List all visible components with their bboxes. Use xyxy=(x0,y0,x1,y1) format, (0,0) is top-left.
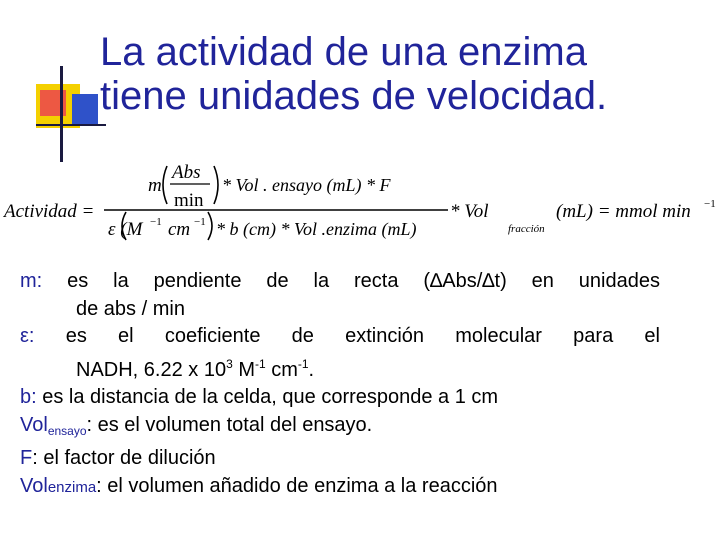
def-epsilon-exp-2: -1 xyxy=(254,356,266,371)
def-epsilon-text-2b: M xyxy=(232,358,255,381)
def-epsilon-key: ε: xyxy=(20,325,35,347)
def-vol-key: Vol xyxy=(20,413,48,436)
formula-numerator-rest: * Vol . ensayo (mL) * F xyxy=(222,175,391,195)
paren-right-den xyxy=(208,212,212,240)
formula-vol: * Vol xyxy=(450,201,489,222)
formula-svg xyxy=(0,160,720,250)
def-b-key: b: xyxy=(20,386,37,408)
def-f-text: : el factor de dilución xyxy=(32,447,216,469)
def-m-text-2: de abs / min xyxy=(76,297,185,320)
formula-fraccion: fracción xyxy=(508,223,545,235)
def-epsilon-text-2d: . xyxy=(308,358,315,381)
formula-result: (mL) = mmol min xyxy=(556,201,691,222)
result-exp: −1 xyxy=(704,198,716,210)
den-exp-2: −1 xyxy=(194,216,206,228)
def-b-text: es la distancia de la celda, que corresponde a 1 cm xyxy=(42,386,499,408)
decor-vertical-line xyxy=(60,66,63,162)
title-line-2: tiene unidades de velocidad. xyxy=(100,74,608,118)
formula-den-cm: cm xyxy=(168,219,191,240)
formula-m: m xyxy=(148,175,162,196)
def-m-text-1: es la pendiente de la recta (∆Abs/∆t) en unidades xyxy=(67,270,660,292)
def-epsilon-text-1: es el coeficiente de extinción molecular para el xyxy=(65,325,660,347)
def-vol-ensayo xyxy=(20,412,660,446)
def-f-key: F xyxy=(20,447,33,469)
decor-blue-square xyxy=(72,94,98,126)
decor-horizontal-line xyxy=(36,124,106,126)
def-vol-sub: ensayo xyxy=(47,423,87,438)
def-epsilon xyxy=(20,323,660,384)
definitions-list xyxy=(20,268,660,501)
slide-title xyxy=(100,30,710,118)
def-epsilon-exp-1: 3 xyxy=(226,356,233,371)
def-volenz-sub: enzima xyxy=(47,478,97,496)
formula-den-eps: ε (M xyxy=(108,219,143,240)
paren-left-abs xyxy=(163,166,167,204)
def-m-key: m: xyxy=(20,270,43,292)
def-f xyxy=(20,445,660,473)
def-volenz-text: : el volumen añadido de enzima a la reacción xyxy=(96,474,498,497)
activity-formula xyxy=(0,160,720,250)
formula-lhs: Actividad = xyxy=(4,201,95,222)
formula-abs: Abs xyxy=(172,162,201,183)
def-epsilon-exp-3: -1 xyxy=(297,356,309,371)
def-vol-text: : es el volumen total del ensayo. xyxy=(86,413,373,436)
den-exp-1: −1 xyxy=(150,216,162,228)
def-m xyxy=(20,268,660,323)
formula-min: min xyxy=(174,190,204,211)
paren-right-abs xyxy=(214,166,218,204)
def-vol-enzima xyxy=(20,473,660,502)
def-epsilon-text-2a: NADH, 6.22 x 10 xyxy=(76,358,227,381)
def-b xyxy=(20,384,660,412)
title-line-1: La actividad de una enzima xyxy=(100,30,587,74)
formula-den-rest: * b (cm) * Vol .enzima (mL) xyxy=(216,219,417,239)
def-volenz-key: Vol xyxy=(20,474,48,497)
def-epsilon-text-2c: cm xyxy=(265,358,298,381)
